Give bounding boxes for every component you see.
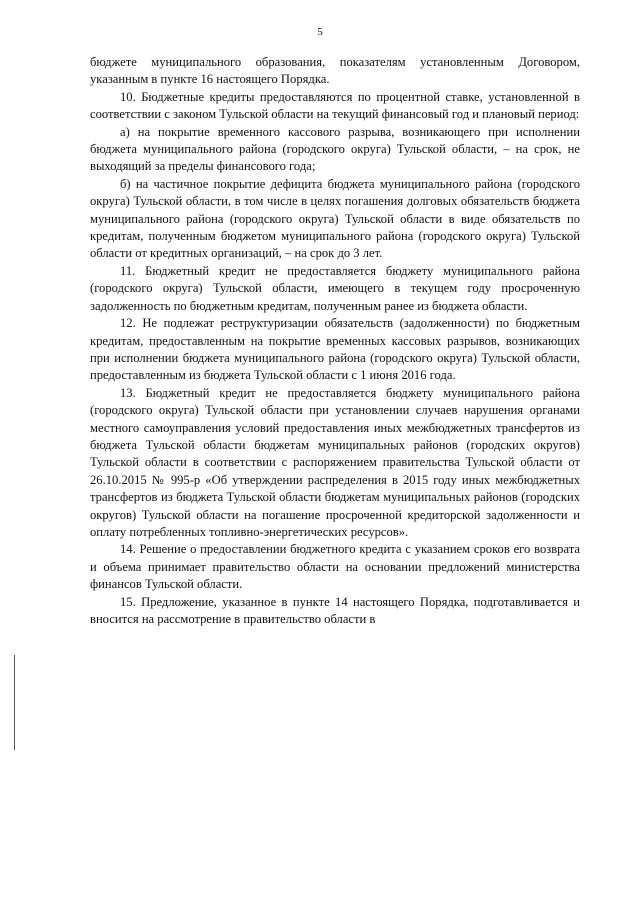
paragraph-subitem-b: б) на частичное покрытие дефицита бюджета муниципального района (городского округа) Тульской области, в том числе в целях погашения долговых обязательств бюджета муниципального района (городского округа) Тульской области в виде обязательств по кредитам, полученным бюджетом муниципального района (городского округа) Тульской области от кредитных организаций, – на срок до 3 лет. <box>90 176 580 261</box>
paragraph-continuation: бюджете муниципального образования, показателям установленным Договором, указанным в пункте 16 настоящего Порядка. <box>90 55 580 87</box>
paragraph-item-11: 11. Бюджетный кредит не предоставляется бюджету муниципального района (городского округа) Тульской области, имеющего в текущем году просроченную задолженность по бюджетным кредитам, полученным ранее из бюджета области. <box>90 263 580 313</box>
paragraph-item-14: 14. Решение о предоставлении бюджетного кредита с указанием сроков его возврата и объема принимает правительство области на основании предложений министерства финансов Тульской области. <box>90 542 580 592</box>
paragraph-item-15: 15. Предложение, указанное в пункте 14 настоящего Порядка, подготавливается и вносится на рассмотрение в правительство области в <box>90 594 580 626</box>
document-body <box>90 54 580 628</box>
scan-margin-line <box>14 655 15 750</box>
paragraph-item-12: 12. Не подлежат реструктуризации обязательств (задолженности) по бюджетным кредитам, предоставленным на покрытие временных кассовых разрывов, возникающих при исполнении бюджета муниципального района (городского округа) Тульской области, предоставленным из бюджета Тульской области с 1 июня 2016 года. <box>90 316 580 383</box>
paragraph-subitem-a: а) на покрытие временного кассового разрыва, возникающего при исполнении бюджета муниципального района (городского округа) Тульской области, – на срок, не выходящий за пределы финансового года; <box>90 124 580 174</box>
page-number: 5 <box>317 26 323 38</box>
paragraph-item-10: 10. Бюджетные кредиты предоставляются по процентной ставке, установленной в соответствии с законом Тульской области на текущий финансовый год и плановый период: <box>90 89 580 122</box>
paragraph-item-13: 13. Бюджетный кредит не предоставляется бюджету муниципального района (городского округа) Тульской области при установлении случаев нарушения органами местного самоуправления условий предоставления иных межбюджетных трансфертов из бюджета Тульской области бюджетам муниципальных районов (городских округов) Тульской области в соответствии с распоряжением правительства Тульской области от 26.10.2015 № 995-р «Об утверждении распределения в 2015 году иных межбюджетных трансфертов из бюджета Тульской области бюджетам муниципальных районов (городских округов) Тульской области на погашение просроченной кредиторской задолженности и оплату потребленных топливно-энергетических ресурсов». <box>90 385 580 539</box>
